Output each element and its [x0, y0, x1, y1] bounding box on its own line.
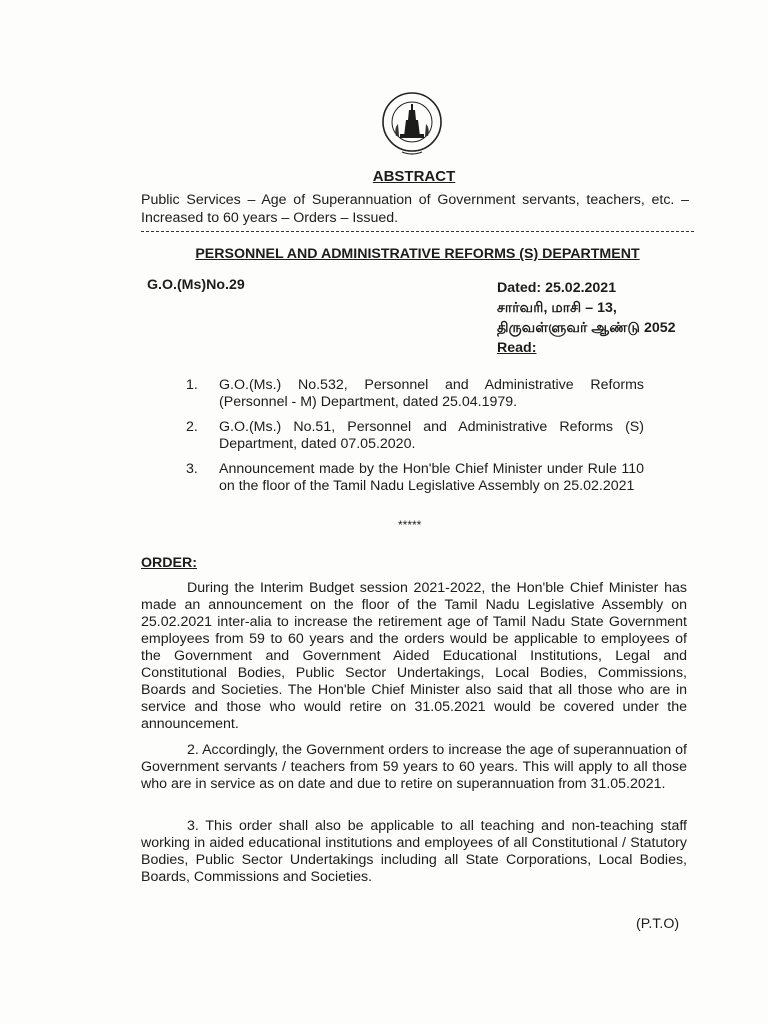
- order-paragraph: 2. Accordingly, the Government orders to increase the age of superannuation of Government servants / teachers from 59 years to 60 years. This will apply to all those who are in service as on date and due to retire on superannuation from 31.05.2021.: [141, 742, 687, 792]
- order-paragraph: 3. This order shall also be applicable to all teaching and non-teaching staff working in aided educational institutions and employees of all Constitutional / Statutory Bodies, Public Sector Undertakings including all State Corporations, Local Bodies, Boards, Commissions and Societies.: [141, 818, 687, 885]
- tamil-nadu-emblem-icon: [380, 90, 444, 162]
- reference-item: [186, 461, 644, 495]
- read-label: Read:: [497, 340, 537, 356]
- reference-text: Announcement made by the Hon'ble Chief Minister under Rule 110 on the floor of the Tamil Nadu Legislative Assembly on 25.02.2021: [219, 461, 644, 494]
- references-list: [186, 377, 644, 503]
- subject-text: Public Services – Age of Superannuation of Government servants, teachers, etc. – Increased to 60 years – Orders – Issued.: [141, 192, 689, 226]
- abstract-title: ABSTRACT: [372, 168, 456, 185]
- department-title: PERSONNEL AND ADMINISTRATIVE REFORMS (S) DEPARTMENT: [195, 246, 640, 262]
- date-block: [497, 278, 676, 358]
- separator-stars: *****: [398, 518, 422, 532]
- order-paragraph: During the Interim Budget session 2021-2022, the Hon'ble Chief Minister has made an announcement on the floor of the Tamil Nadu Legislative Assembly on 25.02.2021 inter-alia to increase the retirement age of Tamil Nadu State Government employees from 59 to 60 years and the orders would be applicable to employees of the Government and Government Aided Educational Institutions, Legal and Constitutional Bodies, Public Sector Undertakings, Local Bodies, Commissions, Boards and Societies. The Hon'ble Chief Minister also said that all those who are in service and those who would retire on 31.05.2021 would be covered under the announcement.: [141, 580, 687, 732]
- dated-line: Dated: 25.02.2021: [497, 280, 617, 296]
- pto-note: (P.T.O): [636, 916, 680, 932]
- reference-number: 3.: [186, 461, 198, 477]
- dashed-divider: [141, 231, 694, 232]
- reference-number: 1.: [186, 377, 198, 393]
- reference-item: [186, 377, 644, 411]
- go-number: G.O.(Ms)No.29: [147, 277, 245, 293]
- order-heading: ORDER:: [141, 555, 197, 571]
- reference-text: G.O.(Ms.) No.532, Personnel and Administrative Reforms (Personnel - M) Department, dated 25.04.1979.: [219, 377, 644, 410]
- reference-number: 2.: [186, 419, 198, 435]
- tamil-date-line-2: திருவள்ளுவர் ஆண்டு 2052: [497, 320, 676, 336]
- reference-item: [186, 419, 644, 453]
- tamil-date-line-1: சார்வரி, மாசி – 13,: [497, 300, 617, 316]
- reference-text: G.O.(Ms.) No.51, Personnel and Administrative Reforms (S) Department, dated 07.05.2020.: [219, 419, 644, 452]
